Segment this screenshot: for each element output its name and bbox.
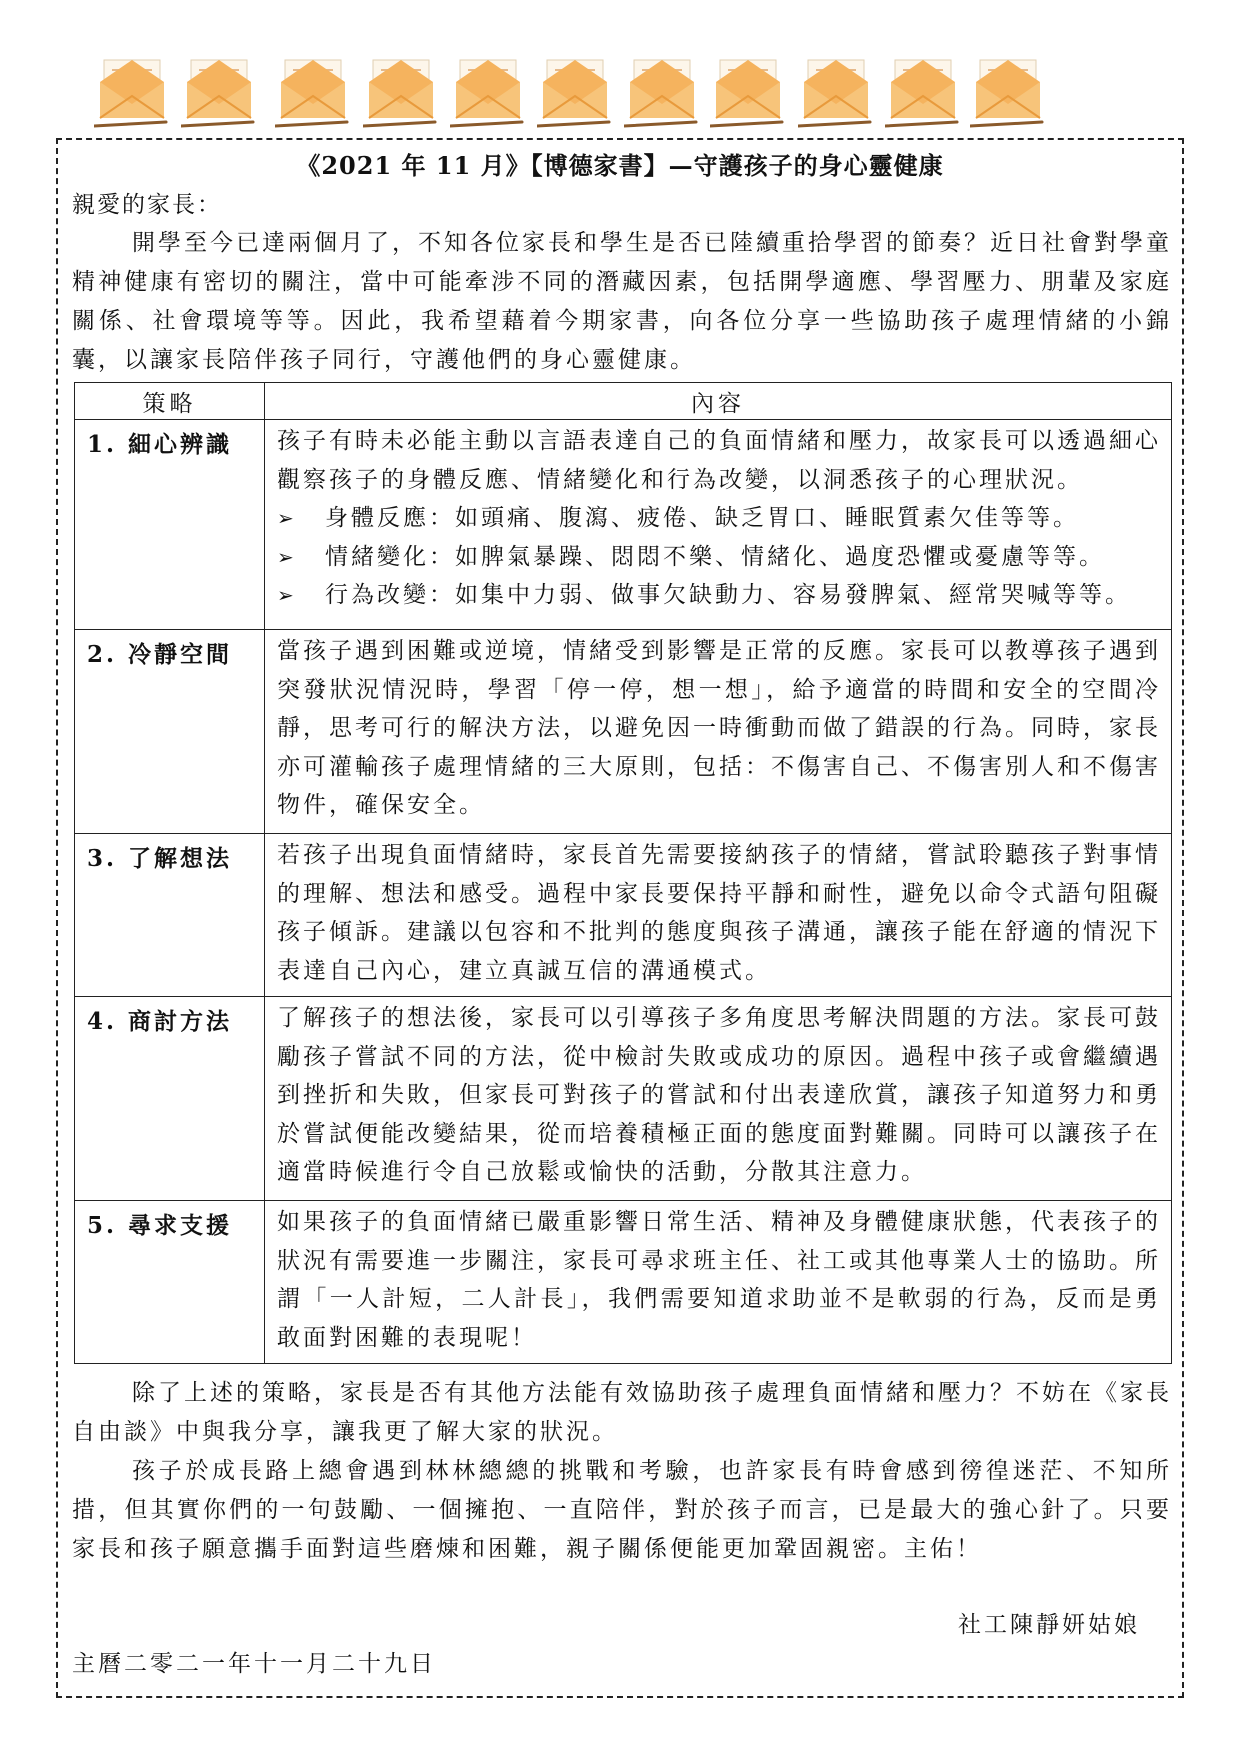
strategy-text: 孩子有時未必能主動以言語表達自己的負面情緒和壓力，故家長可以透過細心觀察孩子的身體反應、情緒變化和行為改變，以洞悉孩子的心理狀況。 xyxy=(277,428,1161,493)
strategy-label: 2. 冷靜空間 xyxy=(75,630,265,834)
strategy-content: 如果孩子的負面情緒已嚴重影響日常生活、精神及身體健康狀態，代表孩子的狀況有需要進一步關注，家長可尋求班主任、社工或其他專業人士的協助。所謂「一人計短，二人計長」，我們需要知道求助並不是軟弱的行為，反而是勇敢面對困難的表現呢！ xyxy=(265,1201,1172,1364)
envelope-icon xyxy=(363,52,449,132)
bullet-item xyxy=(277,576,1161,615)
envelope-icon xyxy=(181,52,267,132)
strategy-table xyxy=(74,382,1172,1364)
strategy-label: 5. 尋求支援 xyxy=(75,1201,265,1364)
envelope-icon xyxy=(798,52,884,132)
arrow-right-icon: ➢ xyxy=(277,506,297,530)
bullet-text: 情緒變化：如脾氣暴躁、悶悶不樂、情緒化、過度恐懼或憂慮等等。 xyxy=(325,543,1105,570)
header-content: 內容 xyxy=(265,383,1172,420)
signature: 社工陳靜妍姑娘 xyxy=(958,1612,1140,1638)
envelope-icon xyxy=(970,52,1056,132)
strategy-content: 了解孩子的想法後，家長可以引導孩子多角度思考解決問題的方法。家長可鼓勵孩子嘗試不同的方法，從中檢討失敗或成功的原因。過程中孩子或會繼續遇到挫折和失敗，但家長可對孩子的嘗試和付出表達欣賞，讓孩子知道努力和勇於嘗試便能改變結果，從而培養積極正面的態度面對難關。同時可以讓孩子在適當時候進行令自己放鬆或愉快的活動，分散其注意力。 xyxy=(265,997,1172,1201)
envelope-icon xyxy=(537,52,623,132)
strategy-content: 當孩子遇到困難或逆境，情緒受到影響是正常的反應。家長可以教導孩子遇到突發狀況情況時，學習「停一停，想一想」，給予適當的時間和安全的空間冷靜，思考可行的解決方法，以避免因一時衝動而做了錯誤的行為。同時，家長亦可灌輸孩子處理情緒的三大原則，包括：不傷害自己、不傷害別人和不傷害物件，確保安全。 xyxy=(265,630,1172,834)
intro-paragraph: 開學至今已達兩個月了，不知各位家長和學生是否已陸續重拾學習的節奏？近日社會對學童精神健康有密切的關注，當中可能牽涉不同的潛藏因素，包括開學適應、學習壓力、朋輩及家庭關係、社會環境等等。因此，我希望藉着今期家書，向各位分享一些協助孩子處理情緒的小錦囊，以讓家長陪伴孩子同行，守護他們的身心靈健康。 xyxy=(72,230,1172,373)
envelope-icon xyxy=(710,52,796,132)
table-row xyxy=(75,997,1172,1201)
bullet-item xyxy=(277,538,1161,577)
closing-paragraph-1: 除了上述的策略，家長是否有其他方法能有效協助孩子處理負面情緒和壓力？不妨在《家長自由談》中與我分享，讓我更了解大家的狀況。 xyxy=(72,1380,1172,1445)
envelope-decoration-row xyxy=(0,52,1240,134)
bullet-item xyxy=(277,499,1161,538)
bullet-text: 身體反應：如頭痛、腹瀉、疲倦、缺乏胃口、睡眠質素欠佳等等。 xyxy=(325,505,1079,531)
envelope-icon xyxy=(275,52,361,132)
table-header-row xyxy=(75,383,1172,420)
table-row xyxy=(75,630,1172,834)
salutation: 親愛的家長： xyxy=(72,192,222,218)
letter-title: 《2021 年 11 月》【博德家書】—守護孩子的身心靈健康 xyxy=(296,151,944,180)
strategy-content: 若孩子出現負面情緒時，家長首先需要接納孩子的情緒，嘗試聆聽孩子對事情的理解、想法和感受。過程中家長要保持平靜和耐性，避免以命令式語句阻礙孩子傾訴。建議以包容和不批判的態度與孩子溝通，讓孩子能在舒適的情況下表達自己內心，建立真誠互信的溝通模式。 xyxy=(265,834,1172,997)
table-row xyxy=(75,1201,1172,1364)
arrow-right-icon: ➢ xyxy=(277,583,297,607)
envelope-icon xyxy=(450,52,536,132)
strategy-content xyxy=(265,420,1172,630)
header-strategy: 策略 xyxy=(75,383,265,420)
table-row xyxy=(75,834,1172,997)
strategy-label: 3. 了解想法 xyxy=(75,834,265,997)
arrow-right-icon: ➢ xyxy=(277,544,297,569)
table-row xyxy=(75,420,1172,630)
closing-paragraph-2: 孩子於成長路上總會遇到林林總總的挑戰和考驗，也許家長有時會感到徬徨迷茫、不知所措，但其實你們的一句鼓勵、一個擁抱、一直陪伴，對於孩子而言，已是最大的強心針了。只要家長和孩子願意攜手面對這些磨煉和困難，親子關係便能更加鞏固親密。主佑！ xyxy=(72,1458,1172,1562)
strategy-label: 4. 商討方法 xyxy=(75,997,265,1201)
envelope-icon xyxy=(885,52,971,132)
strategy-label: 1. 細心辨識 xyxy=(75,420,265,630)
date-line: 主曆二零二一年十一月二十九日 xyxy=(72,1651,436,1677)
envelope-icon xyxy=(94,52,180,132)
bullet-text: 行為改變：如集中力弱、做事欠缺動力、容易發脾氣、經常哭喊等等。 xyxy=(325,582,1131,608)
envelope-icon xyxy=(624,52,710,132)
